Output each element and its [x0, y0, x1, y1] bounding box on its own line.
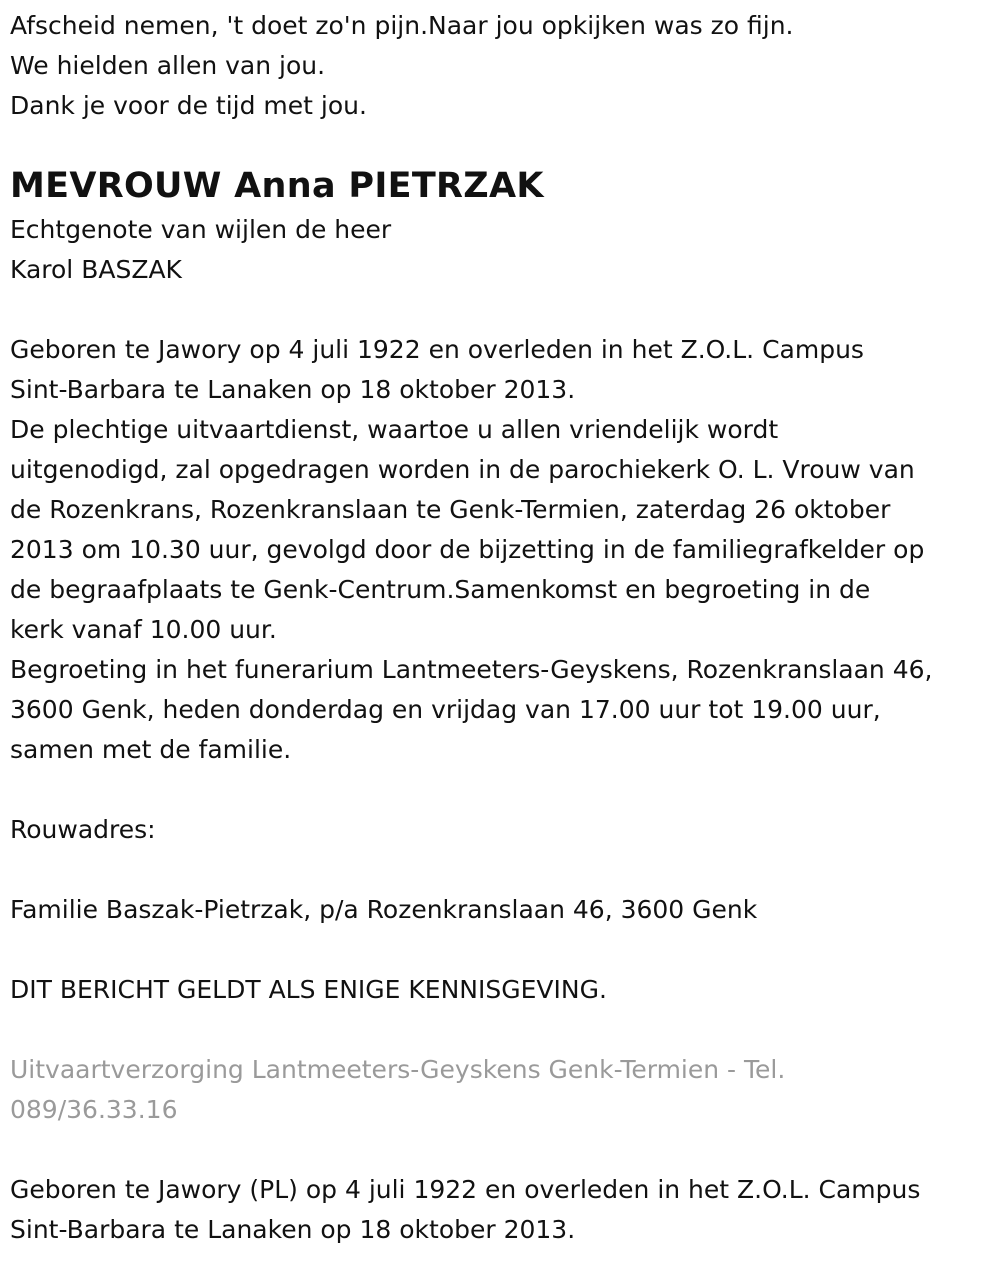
undertaker-line: Uitvaartverzorging Lantmeeters-Geyskens Genk-Termien - Tel.: [10, 1055, 786, 1084]
obituary-page: [0, 6, 1000, 1274]
announcement-line: kerk vanaf 10.00 uur.: [10, 615, 277, 644]
undertaker-block: [10, 1050, 990, 1130]
birth-note-line: Sint-Barbara te Lanaken op 18 oktober 2013.: [10, 1215, 576, 1244]
announcement-line: de Rozenkrans, Rozenkranslaan te Genk-Termien, zaterdag 26 oktober: [10, 495, 891, 524]
announcement-line: uitgenodigd, zal opgedragen worden in de parochiekerk O. L. Vrouw van: [10, 455, 915, 484]
verse-line: We hielden allen van jou.: [10, 51, 326, 80]
announcement-line: de begraafplaats te Genk-Centrum.Samenkomst en begroeting in de: [10, 575, 871, 604]
announcement-line: 2013 om 10.30 uur, gevolgd door de bijzetting in de familiegrafkelder op: [10, 535, 925, 564]
announcement-line: 3600 Genk, heden donderdag en vrijdag van 17.00 uur tot 19.00 uur,: [10, 695, 881, 724]
announcement-line: Begroeting in het funerarium Lantmeeters-Geyskens, Rozenkranslaan 46,: [10, 655, 933, 684]
verse-line: Dank je voor de tijd met jou.: [10, 91, 367, 120]
announcement-line: Sint-Barbara te Lanaken op 18 oktober 2013.: [10, 375, 576, 404]
mourning-address-label: Rouwadres:: [10, 815, 156, 844]
announcement-line: Geboren te Jawory op 4 juli 1922 en overleden in het Z.O.L. Campus: [10, 335, 864, 364]
undertaker-phone: 089/36.33.16: [10, 1095, 178, 1124]
relation-block: [10, 210, 990, 290]
birth-note-block: [10, 1170, 990, 1250]
mourning-address: Familie Baszak-Pietrzak, p/a Rozenkranslaan 46, 3600 Genk: [10, 895, 758, 924]
announcement-line: De plechtige uitvaartdienst, waartoe u allen vriendelijk wordt: [10, 415, 779, 444]
announcement-block: [10, 330, 990, 770]
notice-text: DIT BERICHT GELDT ALS ENIGE KENNISGEVING.: [10, 975, 607, 1004]
deceased-name: MEVROUW Anna PIETRZAK: [10, 166, 544, 206]
verse-block: [10, 6, 990, 126]
birth-note-line: Geboren te Jawory (PL) op 4 juli 1922 en overleden in het Z.O.L. Campus: [10, 1175, 921, 1204]
verse-line: Afscheid nemen, 't doet zo'n pijn.Naar jou opkijken was zo fijn.: [10, 11, 794, 40]
announcement-line: samen met de familie.: [10, 735, 292, 764]
relation-line: Karol BASZAK: [10, 255, 182, 284]
relation-line: Echtgenote van wijlen de heer: [10, 215, 392, 244]
